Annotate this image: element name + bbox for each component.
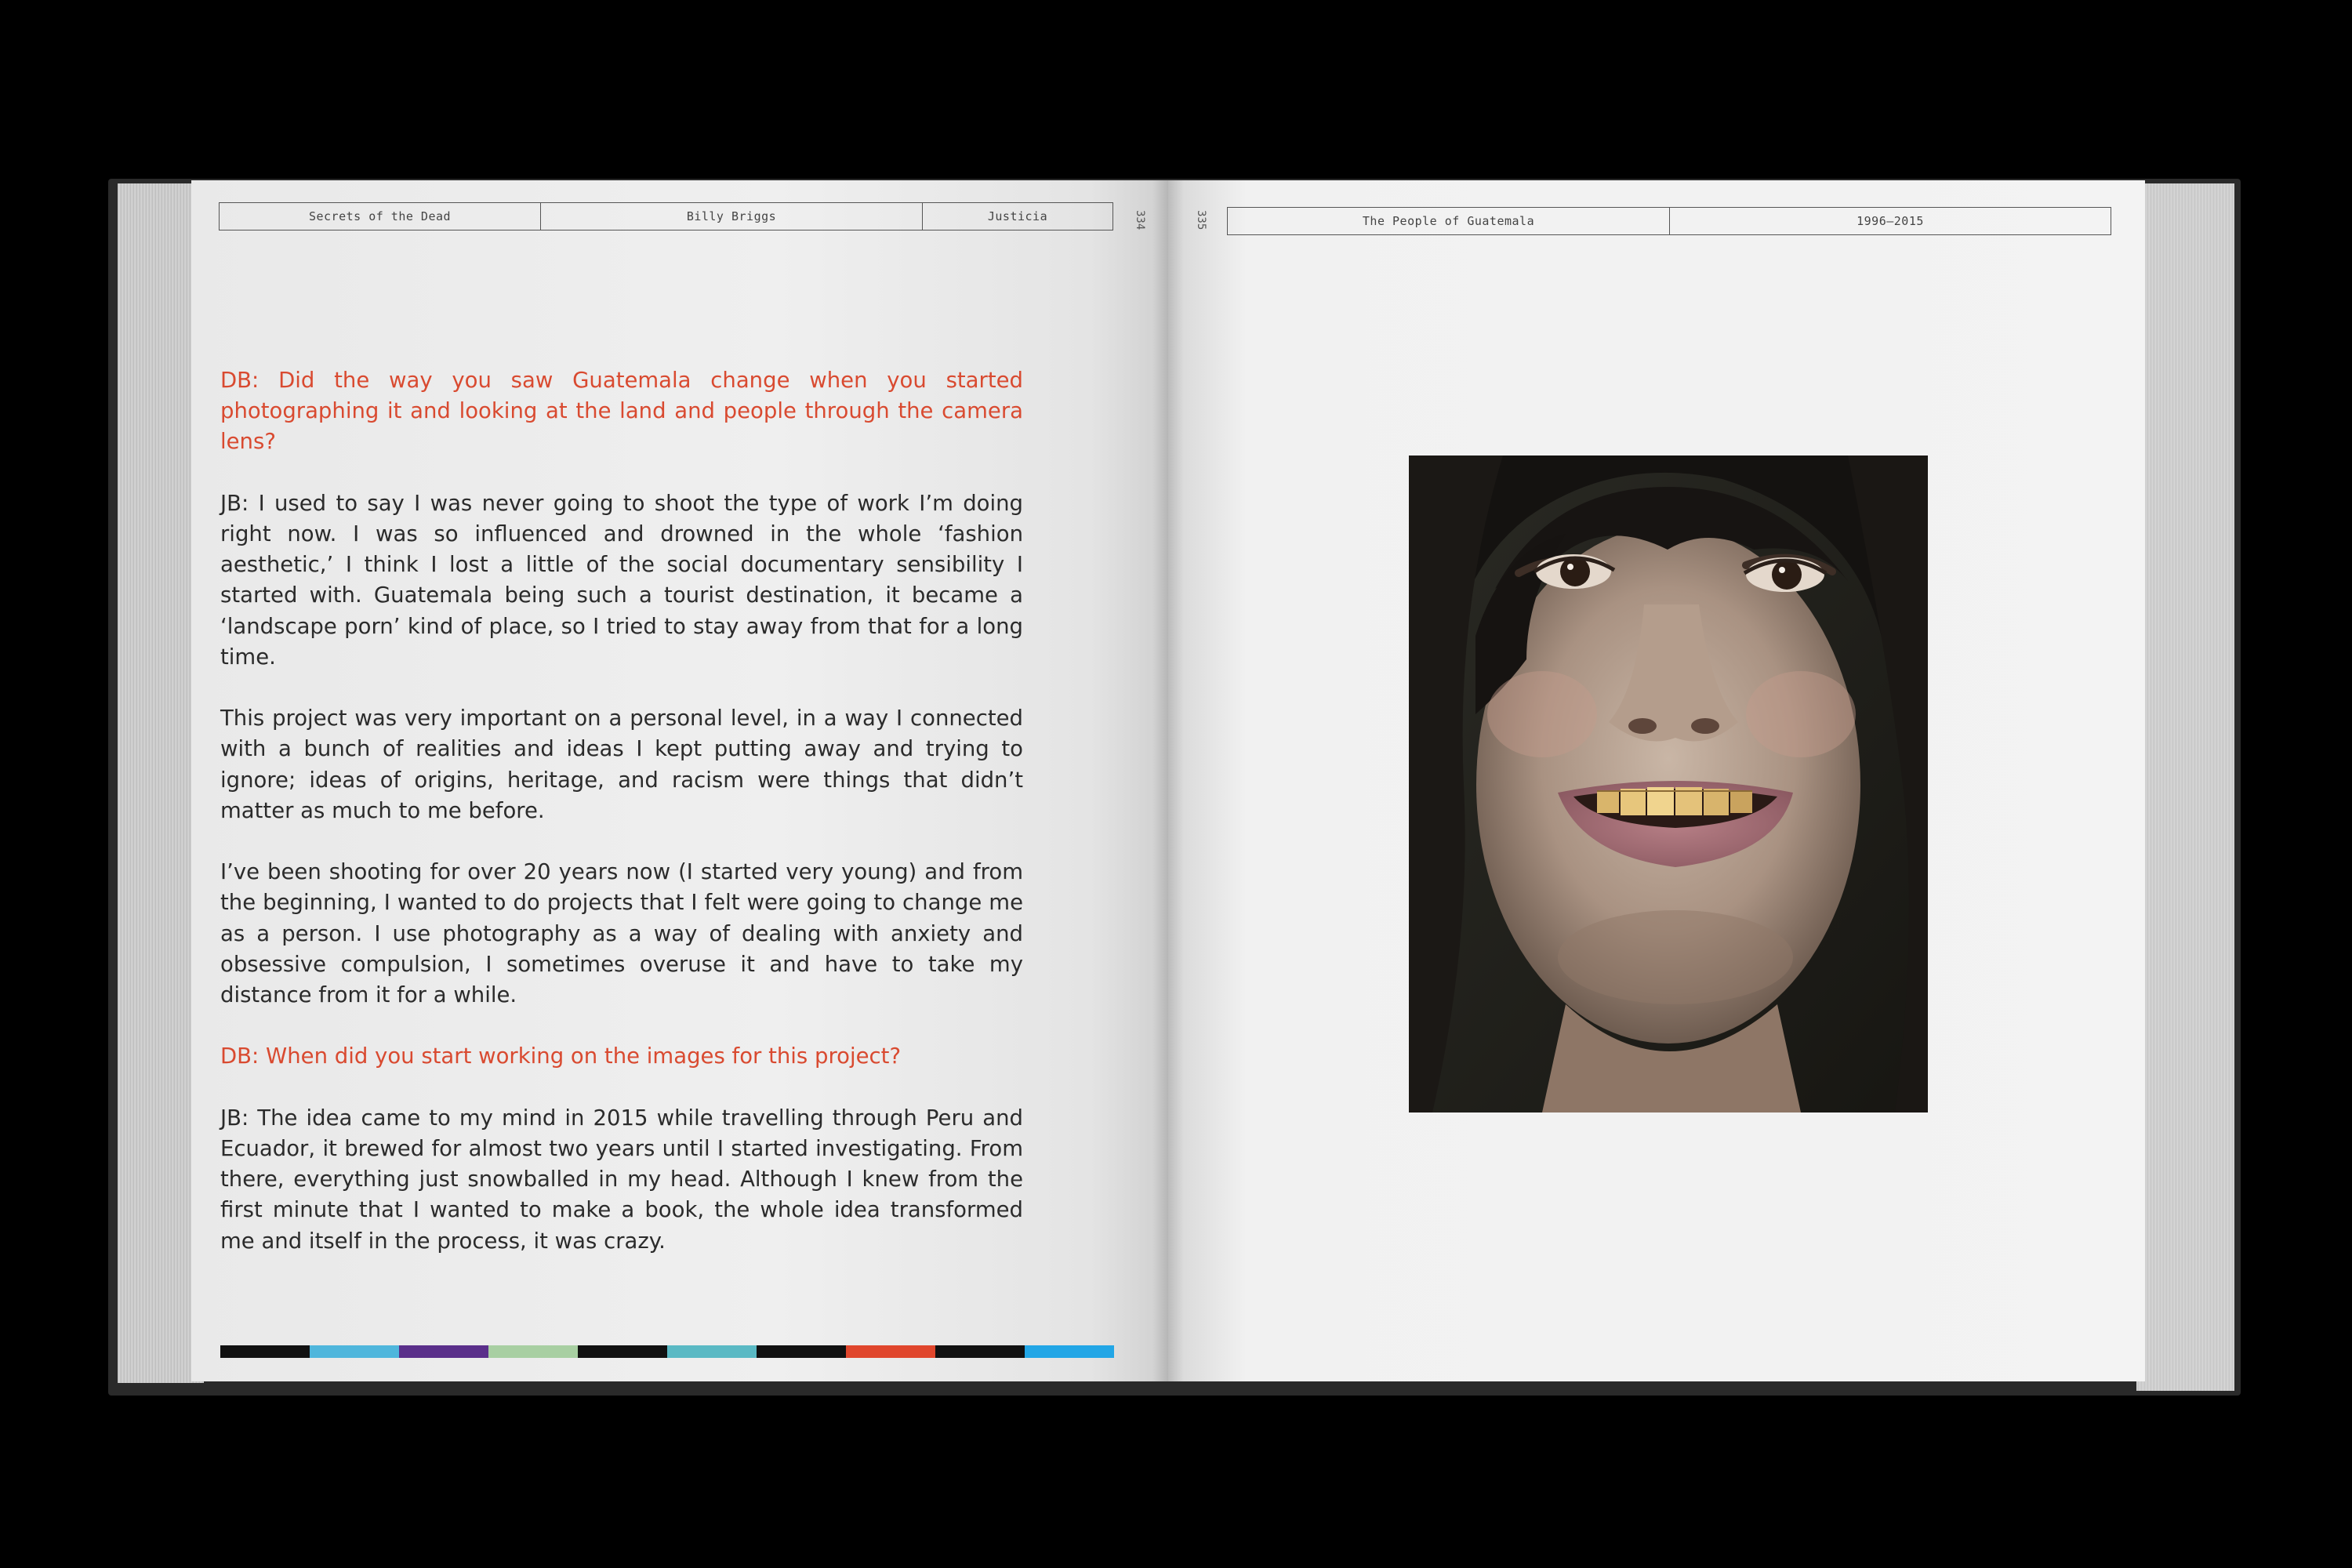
right-running-head xyxy=(1227,207,2111,235)
interview-question: DB: When did you start working on the images for this project? xyxy=(220,1044,902,1069)
portrait-photo xyxy=(1409,456,1928,1112)
left-page-number: 334 xyxy=(1134,210,1146,230)
interview-answer: JB: The idea came to my mind in 2015 while travelling through Peru and Ecuador, it brewed for almost two years until I started investigating. From there, everything just snowballed in my head. Although I knew from the first minute that I wanted to make a book, the whole idea transformed me and itself in the process, it was crazy. xyxy=(220,1105,1023,1254)
color-bar-segment xyxy=(220,1345,310,1358)
interview-text xyxy=(220,365,1023,1257)
color-bar-segment xyxy=(488,1345,578,1358)
color-bar-segment xyxy=(578,1345,667,1358)
interview-answer: I’ve been shooting for over 20 years now (I started very young) and from the beginning, I wanted to do projects that I felt were going to change me as a person. I use photography as a way of dealing with anxiety and obsessive compulsion, I sometimes overuse it and have to take my distance from it for a while. xyxy=(220,859,1023,1008)
color-bar-segment xyxy=(846,1345,935,1358)
running-head-author: Billy Briggs xyxy=(541,203,923,230)
interview-answer: This project was very important on a personal level, in a way I connected with a bunch of realities and ideas I kept putting away and trying to ignore; ideas of origins, heritage, and racism were things that didn’t matter as much to me before. xyxy=(220,706,1023,823)
interview-answer: JB: I used to say I was never going to shoot the type of work I’m doing right now. I was so influenced and drowned in the whole ‘fashion aesthetic,’ I think I lost a little of the social documentary sensibility I started with. Guatemala being such a tourist destination, it became a ‘landscape porn’ kind of place, so I tried to stay away from that for a long time. xyxy=(220,490,1023,670)
interview-question: DB: Did the way you saw Guatemala change when you started photographing it and looking at the land and people through the camera lens? xyxy=(220,368,1023,455)
color-bar-segment xyxy=(1025,1345,1114,1358)
color-bar-segment xyxy=(399,1345,488,1358)
running-head-years: 1996–2015 xyxy=(1857,214,1924,228)
color-bar-segment xyxy=(310,1345,399,1358)
color-bar-segment xyxy=(757,1345,846,1358)
page-edges-right xyxy=(2136,183,2234,1391)
spine-gutter xyxy=(1152,180,1184,1381)
running-head-chapter: The People of Guatemala xyxy=(1228,208,1670,234)
right-page-number: 335 xyxy=(1195,210,1207,230)
left-running-head xyxy=(219,202,1113,230)
decorative-color-bar xyxy=(220,1345,1114,1358)
color-bar-segment xyxy=(935,1345,1025,1358)
running-head-book-title: Secrets of the Dead xyxy=(220,203,541,230)
running-head-section: Justicia xyxy=(987,209,1048,223)
color-bar-segment xyxy=(667,1345,757,1358)
portrait-photo-icon xyxy=(1409,456,1928,1112)
